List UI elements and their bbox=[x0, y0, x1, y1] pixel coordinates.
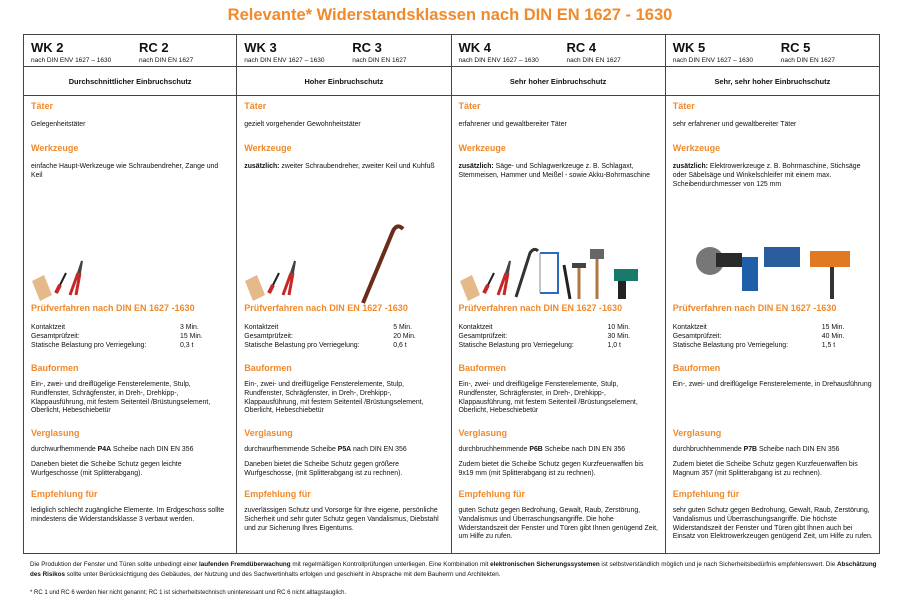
value-statisch: 1,5 t bbox=[821, 342, 836, 350]
label-gesamt: Gesamtprüfzeit: bbox=[672, 333, 722, 341]
rc-norm: nach DIN EN 1627 bbox=[566, 57, 621, 64]
heading-empfehlung: Empfehlung für bbox=[31, 489, 98, 499]
wedge-icon bbox=[460, 275, 480, 301]
drill-icon bbox=[742, 257, 758, 291]
verglasung-note: Daneben bietet die Scheibe Schutz gegen leichte Wurfgeschosse (mit Splitterabgang). bbox=[31, 461, 182, 477]
heading-taeter: Täter bbox=[31, 101, 54, 111]
value-gesamt: 40 Min. bbox=[821, 333, 845, 341]
divider bbox=[24, 95, 236, 96]
footer-part: mit regelmäßigen Kontrollprüfungen unterliegen. Eine Kombination mit bbox=[290, 561, 491, 568]
pliers-icon bbox=[283, 273, 293, 295]
heading-bauformen: Bauformen bbox=[31, 363, 79, 373]
heading-verglasung: Verglasung bbox=[458, 428, 508, 438]
test-values bbox=[244, 323, 429, 351]
footer-bold: laufenden Fremdüberwachung bbox=[198, 561, 291, 568]
hammer-icon bbox=[572, 263, 586, 268]
label-gesamt: Gesamtprüfzeit: bbox=[244, 333, 293, 341]
protection-level: Hoher Einbruchschutz bbox=[304, 77, 384, 86]
heading-bauformen: Bauformen bbox=[458, 363, 507, 373]
heading-taeter: Täter bbox=[458, 101, 481, 111]
label-gesamt: Gesamtprüfzeit: bbox=[31, 333, 80, 341]
werkzeuge-desc: einfache Haupt-Werkzeuge wie Schraubendreher, Zange und Keil bbox=[31, 163, 219, 179]
class-column-3 bbox=[237, 35, 451, 553]
empfehlung-text: sehr guten Schutz gegen Bedrohung, Gewalt, Raub, Zerstörung, Vandalismus und Überraschungsangriffe. Die höchste Widerstandszeit der Fenster und Türen gibt Ihnen auch bei Einsatz von Elektrowerkzeugen genügend Zeit, um Hilfe zu rufen. bbox=[672, 507, 873, 541]
rc-class: RC 3 bbox=[352, 40, 382, 55]
taeter-text: gezielt vorgehender Gewohnheitstäter bbox=[244, 121, 361, 128]
tools-illustration bbox=[30, 203, 230, 313]
rc-class: RC 2 bbox=[139, 40, 169, 55]
empfehlung-text: zuverlässigen Schutz und Vorsorge für Ihre eigene, persönliche Sicherheit und sehr guter Schutz gegen Vandalismus, Diebstahl und zur Sicherung Ihres Eigentums. bbox=[244, 507, 439, 532]
heading-pruefverfahren: Prüfverfahren nach DIN EN 1627 -1630 bbox=[458, 303, 623, 313]
footer-part: sollte unter Berücksichtigung des Gebäudes, der Nutzung und des Sachwertinhalts erfolgen und geschieht in Absprache mit dem Bauherrn und Architekten. bbox=[65, 571, 501, 578]
bauformen-text: Ein-, zwei- und dreiflügelige Fensterelemente, Stulp, Rundfenster, Schrägfenster, in Dreh-, Drehkipp-, Klappausführung, mit festem Seitenteil /Brüstungselement, Oberlicht, Hebeschiebetür bbox=[244, 381, 424, 415]
verglasung-note: Daneben bietet die Scheibe Schutz gegen größere Wurfgeschosse, (mit Splitterabgang ist zu rechnen). bbox=[244, 461, 403, 477]
divider bbox=[237, 95, 450, 96]
crowbar-icon bbox=[516, 249, 538, 297]
heading-empfehlung: Empfehlung für bbox=[244, 489, 311, 499]
heading-taeter: Täter bbox=[672, 101, 695, 111]
wk-class: WK 3 bbox=[244, 40, 277, 55]
heading-verglasung: Verglasung bbox=[672, 428, 722, 438]
werkzeuge-prefix: zusätzlich: bbox=[458, 163, 494, 170]
wk-norm: nach DIN ENV 1627 – 1630 bbox=[31, 57, 112, 64]
werkzeuge-desc: Säge- und Schlagwerkzeuge z. B. Schlagaxt, Stemmeisen, Hammer und Meißel - sowie Akku-Bohrmaschine bbox=[458, 163, 650, 179]
heading-werkzeuge: Werkzeuge bbox=[672, 143, 721, 153]
heading-bauformen: Bauformen bbox=[244, 363, 292, 373]
test-values bbox=[673, 323, 858, 351]
verglasung-post: Scheibe nach DIN EN 356 bbox=[542, 446, 626, 453]
rc-class: RC 4 bbox=[566, 40, 597, 55]
pliers-icon bbox=[70, 273, 80, 295]
heading-empfehlung: Empfehlung für bbox=[672, 489, 740, 499]
value-statisch: 0,3 t bbox=[180, 342, 194, 350]
label-gesamt: Gesamtprüfzeit: bbox=[458, 333, 508, 341]
chisel-icon bbox=[564, 265, 570, 299]
pliers-icon bbox=[498, 273, 508, 295]
werkzeuge-text bbox=[31, 163, 230, 181]
verglasung-pre: durchbruchhemmende bbox=[458, 446, 530, 453]
class-header bbox=[237, 35, 450, 67]
footer-bold: Abschätzung des Risikos bbox=[30, 561, 877, 578]
taeter-text: Gelegenheitstäter bbox=[31, 121, 86, 128]
heading-pruefverfahren: Prüfverfahren nach DIN EN 1627 -1630 bbox=[244, 303, 408, 313]
verglasung-pre: durchwurfhemmende bbox=[31, 446, 98, 453]
bauformen-text: Ein-, zwei- und dreiflügelige Fensterelemente, in Drehausführung bbox=[672, 381, 872, 388]
werkzeuge-prefix: zusätzlich: bbox=[244, 163, 280, 170]
value-statisch: 1,0 t bbox=[607, 342, 621, 350]
value-kontaktzeit: 15 Min. bbox=[821, 324, 845, 331]
value-gesamt: 15 Min. bbox=[180, 333, 203, 341]
resistance-class-table bbox=[23, 34, 880, 554]
label-kontaktzeit: Kontaktzeit bbox=[244, 324, 279, 331]
verglasung-post: Scheibe nach DIN EN 356 bbox=[111, 446, 194, 453]
divider bbox=[452, 95, 665, 96]
class-header bbox=[452, 35, 665, 67]
heading-empfehlung: Empfehlung für bbox=[458, 489, 525, 499]
verglasung-post: Scheibe nach DIN EN 356 bbox=[757, 446, 840, 453]
werkzeuge-desc: Elektrowerkzeuge z. B. Bohrmaschine, Stichsäge oder Säbelsäge und Winkelschleifer mit einem max. Scheibendurchmesser von 125 mm bbox=[672, 163, 861, 188]
verglasung-text bbox=[459, 446, 659, 455]
heading-verglasung: Verglasung bbox=[31, 428, 80, 438]
label-kontaktzeit: Kontaktzeit bbox=[672, 324, 707, 331]
class-column-5 bbox=[666, 35, 880, 553]
verglasung-note: Zudem bietet die Scheibe Schutz gegen Kurzfeuerwaffen bis 9x19 mm (mit Splitterabgang ist zu rechnen). bbox=[458, 461, 644, 477]
heading-bauformen: Bauformen bbox=[672, 363, 721, 373]
taeter-text: erfahrener und gewaltbereiter Täter bbox=[458, 121, 567, 128]
label-statisch: Statische Belastung pro Verriegelung: bbox=[672, 342, 789, 350]
test-values bbox=[31, 323, 216, 351]
footer-part: Die Produktion der Fenster und Türen sollte unbedingt einer bbox=[30, 561, 199, 568]
footnote: * RC 1 und RC 6 werden hier nicht genannt; RC 1 ist sicherheitstechnisch uninteressant und RC 6 nicht alltagstauglich. bbox=[30, 590, 347, 596]
tools-illustration bbox=[672, 203, 872, 313]
wk-norm: nach DIN ENV 1627 – 1630 bbox=[672, 57, 753, 64]
axe-icon bbox=[590, 249, 604, 259]
footer-text bbox=[30, 560, 880, 580]
footer-bold: elektronischen Sicherungssystemen bbox=[490, 561, 600, 568]
heading-werkzeuge: Werkzeuge bbox=[31, 143, 79, 153]
verglasung-text bbox=[244, 446, 444, 455]
value-gesamt: 20 Min. bbox=[393, 333, 416, 341]
wk-norm: nach DIN ENV 1627 – 1630 bbox=[244, 57, 325, 64]
saw-icon bbox=[540, 253, 558, 293]
rc-norm: nach DIN EN 1627 bbox=[780, 57, 835, 64]
value-kontaktzeit: 10 Min. bbox=[607, 324, 631, 331]
test-values bbox=[459, 323, 644, 351]
empfehlung-text: guten Schutz gegen Bedrohung, Gewalt, Raub, Zerstörung, Vandalismus und Überraschungsangriffe. Die hohe Widerstandszeit der Fenster und Türen gibt Ihnen genügend Zeit, um Hilfe zu rufen. bbox=[458, 507, 658, 541]
class-header bbox=[666, 35, 879, 67]
protection-level: Sehr, sehr hoher Einbruchschutz bbox=[714, 77, 831, 86]
wedge-icon bbox=[245, 275, 265, 301]
value-statisch: 0,6 t bbox=[393, 342, 407, 350]
empfehlung-text: lediglich schlecht zugängliche Elemente. Im Erdgeschoss sollte mindestens die Widerstandsklasse 3 verbaut werden. bbox=[31, 507, 225, 523]
werkzeuge-desc: zweiter Schraubendreher, zweiter Keil und Kuhfuß bbox=[279, 163, 435, 170]
jigsaw-icon bbox=[764, 247, 800, 267]
wedge-icon bbox=[32, 275, 52, 301]
class-column-4 bbox=[452, 35, 666, 553]
reciprocating-saw-icon bbox=[810, 251, 850, 267]
bauformen-text: Ein-, zwei- und dreiflügelige Fensterelemente, Stulp, Rundfenster, Schrägfenster, in Dreh-, Drehkipp-, Klappausführung, mit festem Seitenteil /Brüstungselement, Oberlicht, Hebeschiebetür bbox=[31, 381, 211, 415]
page-title: Relevante* Widerstandsklassen nach DIN EN 1627 - 1630 bbox=[227, 6, 673, 24]
footer-part: ist selbstverständlich möglich und je nach Sicherheitsbedürfnis empfehlenswert. Die bbox=[599, 561, 837, 568]
rc-class: RC 5 bbox=[780, 40, 811, 55]
heading-werkzeuge: Werkzeuge bbox=[244, 143, 292, 153]
protection-level: Durchschnittlicher Einbruchschutz bbox=[68, 77, 192, 86]
value-gesamt: 30 Min. bbox=[607, 333, 631, 341]
class-column-2 bbox=[23, 35, 237, 553]
label-kontaktzeit: Kontaktzeit bbox=[31, 324, 66, 331]
heading-pruefverfahren: Prüfverfahren nach DIN EN 1627 -1630 bbox=[672, 303, 837, 313]
crowbar-icon bbox=[363, 226, 403, 303]
heading-verglasung: Verglasung bbox=[244, 428, 293, 438]
werkzeuge-text bbox=[459, 163, 659, 181]
tools-illustration bbox=[458, 203, 658, 313]
verglasung-pre: durchbruchhemmende bbox=[672, 446, 744, 453]
divider bbox=[666, 95, 879, 96]
verglasung-pre: durchwurfhemmende Scheibe bbox=[244, 446, 338, 453]
label-statisch: Statische Belastung pro Verriegelung: bbox=[458, 342, 574, 350]
verglasung-post: nach DIN EN 356 bbox=[351, 446, 407, 453]
heading-werkzeuge: Werkzeuge bbox=[458, 143, 506, 153]
verglasung-class: P6B bbox=[529, 446, 543, 453]
verglasung-class: P5A bbox=[337, 446, 352, 453]
wk-class: WK 5 bbox=[672, 40, 706, 55]
verglasung-class: P7B bbox=[743, 446, 758, 453]
wk-class: WK 2 bbox=[31, 40, 64, 55]
rc-norm: nach DIN EN 1627 bbox=[352, 57, 407, 64]
verglasung-text bbox=[673, 446, 873, 455]
heading-pruefverfahren: Prüfverfahren nach DIN EN 1627 -1630 bbox=[31, 303, 195, 313]
drill-icon bbox=[614, 269, 638, 281]
verglasung-class: P4A bbox=[97, 446, 112, 453]
label-statisch: Statische Belastung pro Verriegelung: bbox=[31, 342, 147, 350]
taeter-text: sehr erfahrener und gewaltbereiter Täter bbox=[672, 121, 797, 128]
tools-illustration bbox=[243, 203, 443, 313]
wk-norm: nach DIN ENV 1627 – 1630 bbox=[458, 57, 539, 64]
verglasung-text bbox=[31, 446, 230, 455]
bauformen-text: Ein-, zwei- und dreiflügelige Fensterelemente, Stulp, Rundfenster, Schrägfenster, in Dreh-, Drehkipp-, Klappausführung, mit festem Seitenteil /Brüstungselement, Oberlicht, Hebeschiebetür bbox=[458, 381, 638, 415]
value-kontaktzeit: 3 Min. bbox=[180, 324, 199, 331]
verglasung-note: Zudem bietet die Scheibe Schutz gegen Kurzfeuerwaffen bis Magnum 357 (mit Splitterabgang ist zu rechnen). bbox=[672, 461, 858, 477]
class-header bbox=[24, 35, 236, 67]
protection-level: Sehr hoher Einbruchschutz bbox=[509, 77, 607, 86]
rc-norm: nach DIN EN 1627 bbox=[139, 57, 194, 64]
label-statisch: Statische Belastung pro Verriegelung: bbox=[244, 342, 360, 350]
heading-taeter: Täter bbox=[244, 101, 267, 111]
werkzeuge-prefix: zusätzlich: bbox=[672, 163, 708, 170]
werkzeuge-text bbox=[244, 163, 444, 172]
label-kontaktzeit: Kontaktzeit bbox=[458, 324, 493, 331]
wk-class: WK 4 bbox=[458, 40, 491, 55]
werkzeuge-text bbox=[673, 163, 873, 189]
value-kontaktzeit: 5 Min. bbox=[393, 324, 413, 331]
